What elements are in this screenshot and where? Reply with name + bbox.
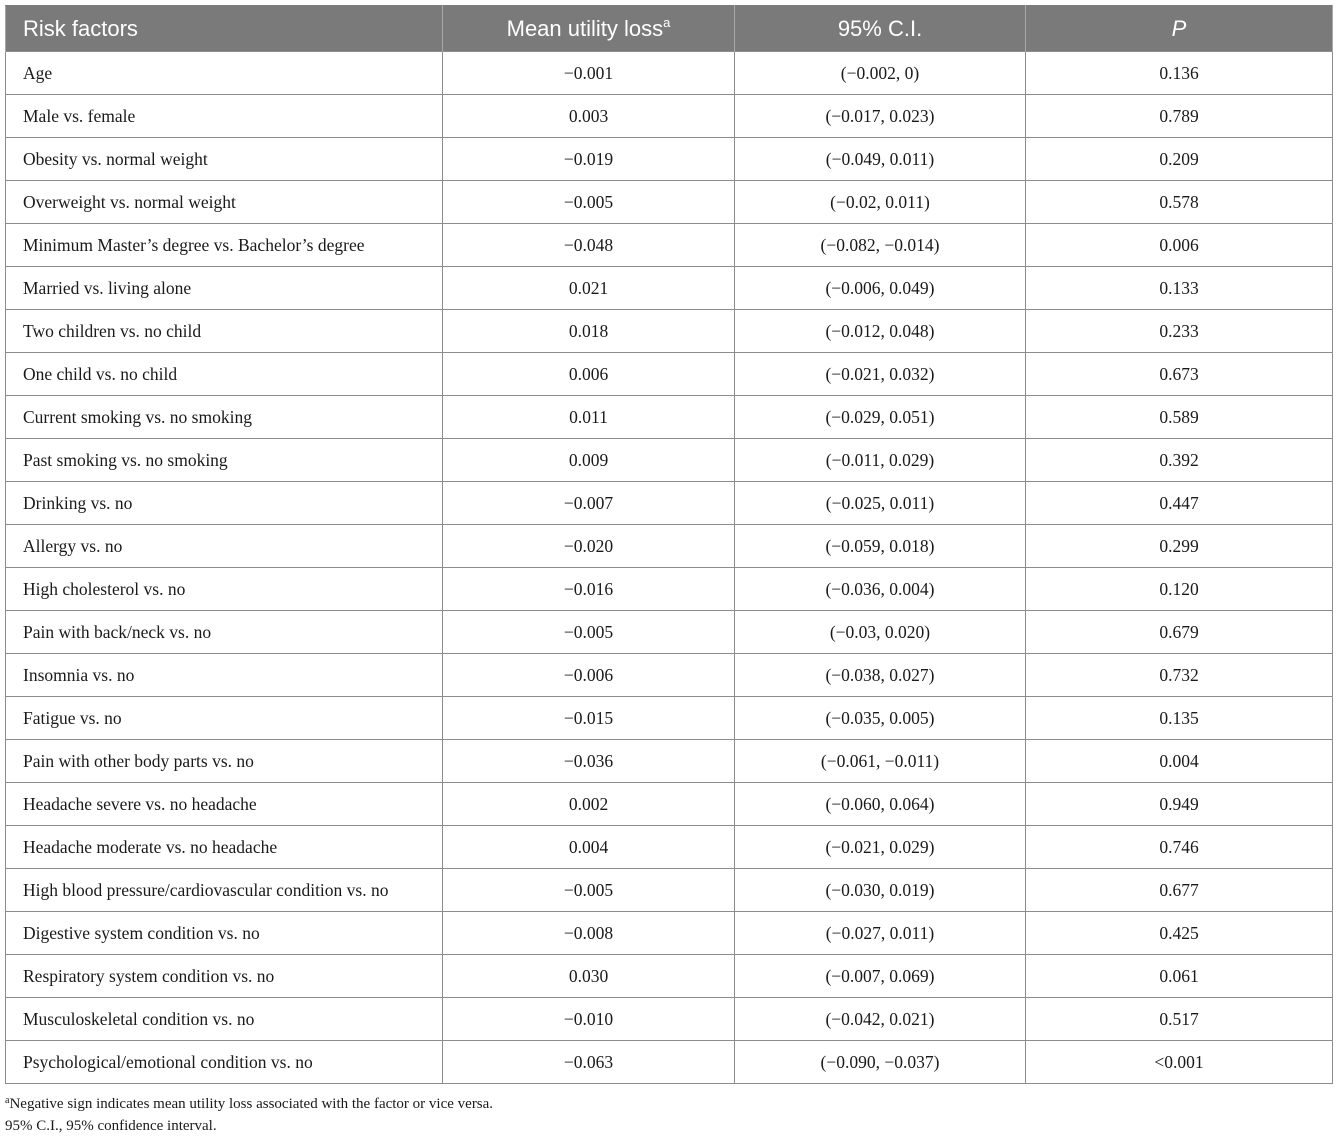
cell-mean-utility-loss: −0.015 xyxy=(443,697,735,740)
table-row xyxy=(6,955,1333,998)
cell-mean-utility-loss: −0.016 xyxy=(443,568,735,611)
cell-risk-factor: Headache moderate vs. no headache xyxy=(6,826,443,869)
table-row xyxy=(6,568,1333,611)
header-ci: 95% C.I. xyxy=(735,6,1026,52)
cell-ci: (−0.006, 0.049) xyxy=(735,267,1026,310)
cell-risk-factor: Respiratory system condition vs. no xyxy=(6,955,443,998)
table-row xyxy=(6,181,1333,224)
cell-risk-factor: Male vs. female xyxy=(6,95,443,138)
cell-mean-utility-loss: −0.005 xyxy=(443,181,735,224)
cell-mean-utility-loss: −0.036 xyxy=(443,740,735,783)
cell-risk-factor: Two children vs. no child xyxy=(6,310,443,353)
table-header xyxy=(6,6,1333,52)
header-mean-utility-loss xyxy=(443,6,735,52)
cell-p-value: 0.004 xyxy=(1026,740,1333,783)
cell-ci: (−0.038, 0.027) xyxy=(735,654,1026,697)
cell-ci: (−0.03, 0.020) xyxy=(735,611,1026,654)
cell-mean-utility-loss: −0.007 xyxy=(443,482,735,525)
cell-mean-utility-loss: −0.019 xyxy=(443,138,735,181)
cell-mean-utility-loss: 0.009 xyxy=(443,439,735,482)
cell-risk-factor: High blood pressure/cardiovascular condition vs. no xyxy=(6,869,443,912)
table-row xyxy=(6,310,1333,353)
cell-mean-utility-loss: 0.002 xyxy=(443,783,735,826)
cell-ci: (−0.036, 0.004) xyxy=(735,568,1026,611)
cell-p-value: 0.746 xyxy=(1026,826,1333,869)
cell-mean-utility-loss: −0.006 xyxy=(443,654,735,697)
table-row xyxy=(6,740,1333,783)
cell-ci: (−0.029, 0.051) xyxy=(735,396,1026,439)
cell-p-value: 0.135 xyxy=(1026,697,1333,740)
table-row xyxy=(6,826,1333,869)
cell-risk-factor: High cholesterol vs. no xyxy=(6,568,443,611)
cell-p-value: 0.061 xyxy=(1026,955,1333,998)
cell-mean-utility-loss: −0.005 xyxy=(443,611,735,654)
cell-mean-utility-loss: 0.006 xyxy=(443,353,735,396)
cell-p-value: 0.732 xyxy=(1026,654,1333,697)
cell-risk-factor: Obesity vs. normal weight xyxy=(6,138,443,181)
cell-ci: (−0.017, 0.023) xyxy=(735,95,1026,138)
cell-ci: (−0.082, −0.014) xyxy=(735,224,1026,267)
cell-ci: (−0.002, 0) xyxy=(735,52,1026,95)
cell-p-value: 0.209 xyxy=(1026,138,1333,181)
cell-mean-utility-loss: −0.010 xyxy=(443,998,735,1041)
cell-risk-factor: Digestive system condition vs. no xyxy=(6,912,443,955)
cell-ci: (−0.02, 0.011) xyxy=(735,181,1026,224)
cell-p-value: 0.006 xyxy=(1026,224,1333,267)
cell-risk-factor: Headache severe vs. no headache xyxy=(6,783,443,826)
cell-ci: (−0.060, 0.064) xyxy=(735,783,1026,826)
cell-mean-utility-loss: −0.001 xyxy=(443,52,735,95)
cell-risk-factor: Allergy vs. no xyxy=(6,525,443,568)
table-row xyxy=(6,439,1333,482)
cell-ci: (−0.021, 0.029) xyxy=(735,826,1026,869)
cell-p-value: 0.447 xyxy=(1026,482,1333,525)
table-row xyxy=(6,654,1333,697)
cell-ci: (−0.011, 0.029) xyxy=(735,439,1026,482)
footnote-abbrev: 95% C.I., 95% confidence interval. xyxy=(5,1118,217,1134)
cell-risk-factor: Musculoskeletal condition vs. no xyxy=(6,998,443,1041)
cell-p-value: 0.949 xyxy=(1026,783,1333,826)
cell-p-value: 0.673 xyxy=(1026,353,1333,396)
table-row xyxy=(6,611,1333,654)
cell-risk-factor: One child vs. no child xyxy=(6,353,443,396)
footnote-a xyxy=(5,1093,493,1115)
table-row xyxy=(6,1041,1333,1084)
cell-mean-utility-loss: 0.003 xyxy=(443,95,735,138)
header-mean-utility-loss-label: Mean utility loss xyxy=(506,15,664,41)
table-row xyxy=(6,138,1333,181)
cell-mean-utility-loss: −0.008 xyxy=(443,912,735,955)
table-body xyxy=(6,52,1333,1084)
table-footnotes xyxy=(5,1093,493,1137)
cell-p-value: 0.677 xyxy=(1026,869,1333,912)
cell-ci: (−0.061, −0.011) xyxy=(735,740,1026,783)
cell-ci: (−0.021, 0.032) xyxy=(735,353,1026,396)
cell-p-value: 0.299 xyxy=(1026,525,1333,568)
table-row xyxy=(6,482,1333,525)
table-row xyxy=(6,912,1333,955)
cell-risk-factor: Minimum Master’s degree vs. Bachelor’s degree xyxy=(6,224,443,267)
table-container xyxy=(5,5,1332,1084)
cell-risk-factor: Married vs. living alone xyxy=(6,267,443,310)
cell-p-value: <0.001 xyxy=(1026,1041,1333,1084)
table-row xyxy=(6,95,1333,138)
cell-ci: (−0.042, 0.021) xyxy=(735,998,1026,1041)
cell-p-value: 0.517 xyxy=(1026,998,1333,1041)
cell-risk-factor: Drinking vs. no xyxy=(6,482,443,525)
cell-ci: (−0.049, 0.011) xyxy=(735,138,1026,181)
table-row xyxy=(6,353,1333,396)
table-row xyxy=(6,697,1333,740)
cell-ci: (−0.012, 0.048) xyxy=(735,310,1026,353)
cell-mean-utility-loss: −0.020 xyxy=(443,525,735,568)
footnote-a-text: Negative sign indicates mean utility loss associated with the factor or vice versa. xyxy=(9,1096,494,1112)
cell-risk-factor: Pain with back/neck vs. no xyxy=(6,611,443,654)
cell-p-value: 0.425 xyxy=(1026,912,1333,955)
table-row xyxy=(6,783,1333,826)
cell-risk-factor: Psychological/emotional condition vs. no xyxy=(6,1041,443,1084)
cell-p-value: 0.133 xyxy=(1026,267,1333,310)
risk-factors-table xyxy=(5,5,1333,1084)
cell-ci: (−0.059, 0.018) xyxy=(735,525,1026,568)
cell-mean-utility-loss: −0.063 xyxy=(443,1041,735,1084)
footnote-a-marker: a xyxy=(5,1095,10,1106)
header-p-value: P xyxy=(1026,6,1333,52)
cell-mean-utility-loss: −0.005 xyxy=(443,869,735,912)
table-row xyxy=(6,998,1333,1041)
cell-mean-utility-loss: −0.048 xyxy=(443,224,735,267)
cell-p-value: 0.679 xyxy=(1026,611,1333,654)
cell-risk-factor: Fatigue vs. no xyxy=(6,697,443,740)
cell-p-value: 0.136 xyxy=(1026,52,1333,95)
header-risk-factors: Risk factors xyxy=(6,6,443,52)
cell-risk-factor: Current smoking vs. no smoking xyxy=(6,396,443,439)
header-row xyxy=(6,6,1333,52)
table-row xyxy=(6,869,1333,912)
cell-mean-utility-loss: 0.011 xyxy=(443,396,735,439)
cell-p-value: 0.120 xyxy=(1026,568,1333,611)
cell-ci: (−0.007, 0.069) xyxy=(735,955,1026,998)
cell-risk-factor: Age xyxy=(6,52,443,95)
table-row xyxy=(6,525,1333,568)
cell-p-value: 0.392 xyxy=(1026,439,1333,482)
footnote-marker: a xyxy=(663,14,671,30)
cell-ci: (−0.025, 0.011) xyxy=(735,482,1026,525)
cell-p-value: 0.233 xyxy=(1026,310,1333,353)
cell-p-value: 0.789 xyxy=(1026,95,1333,138)
cell-risk-factor: Overweight vs. normal weight xyxy=(6,181,443,224)
cell-ci: (−0.027, 0.011) xyxy=(735,912,1026,955)
cell-p-value: 0.578 xyxy=(1026,181,1333,224)
table-row xyxy=(6,224,1333,267)
table-row xyxy=(6,52,1333,95)
cell-ci: (−0.030, 0.019) xyxy=(735,869,1026,912)
cell-mean-utility-loss: 0.021 xyxy=(443,267,735,310)
cell-risk-factor: Pain with other body parts vs. no xyxy=(6,740,443,783)
cell-p-value: 0.589 xyxy=(1026,396,1333,439)
cell-ci: (−0.035, 0.005) xyxy=(735,697,1026,740)
cell-risk-factor: Insomnia vs. no xyxy=(6,654,443,697)
cell-mean-utility-loss: 0.030 xyxy=(443,955,735,998)
cell-mean-utility-loss: 0.018 xyxy=(443,310,735,353)
cell-risk-factor: Past smoking vs. no smoking xyxy=(6,439,443,482)
table-row xyxy=(6,267,1333,310)
cell-ci: (−0.090, −0.037) xyxy=(735,1041,1026,1084)
table-row xyxy=(6,396,1333,439)
cell-mean-utility-loss: 0.004 xyxy=(443,826,735,869)
